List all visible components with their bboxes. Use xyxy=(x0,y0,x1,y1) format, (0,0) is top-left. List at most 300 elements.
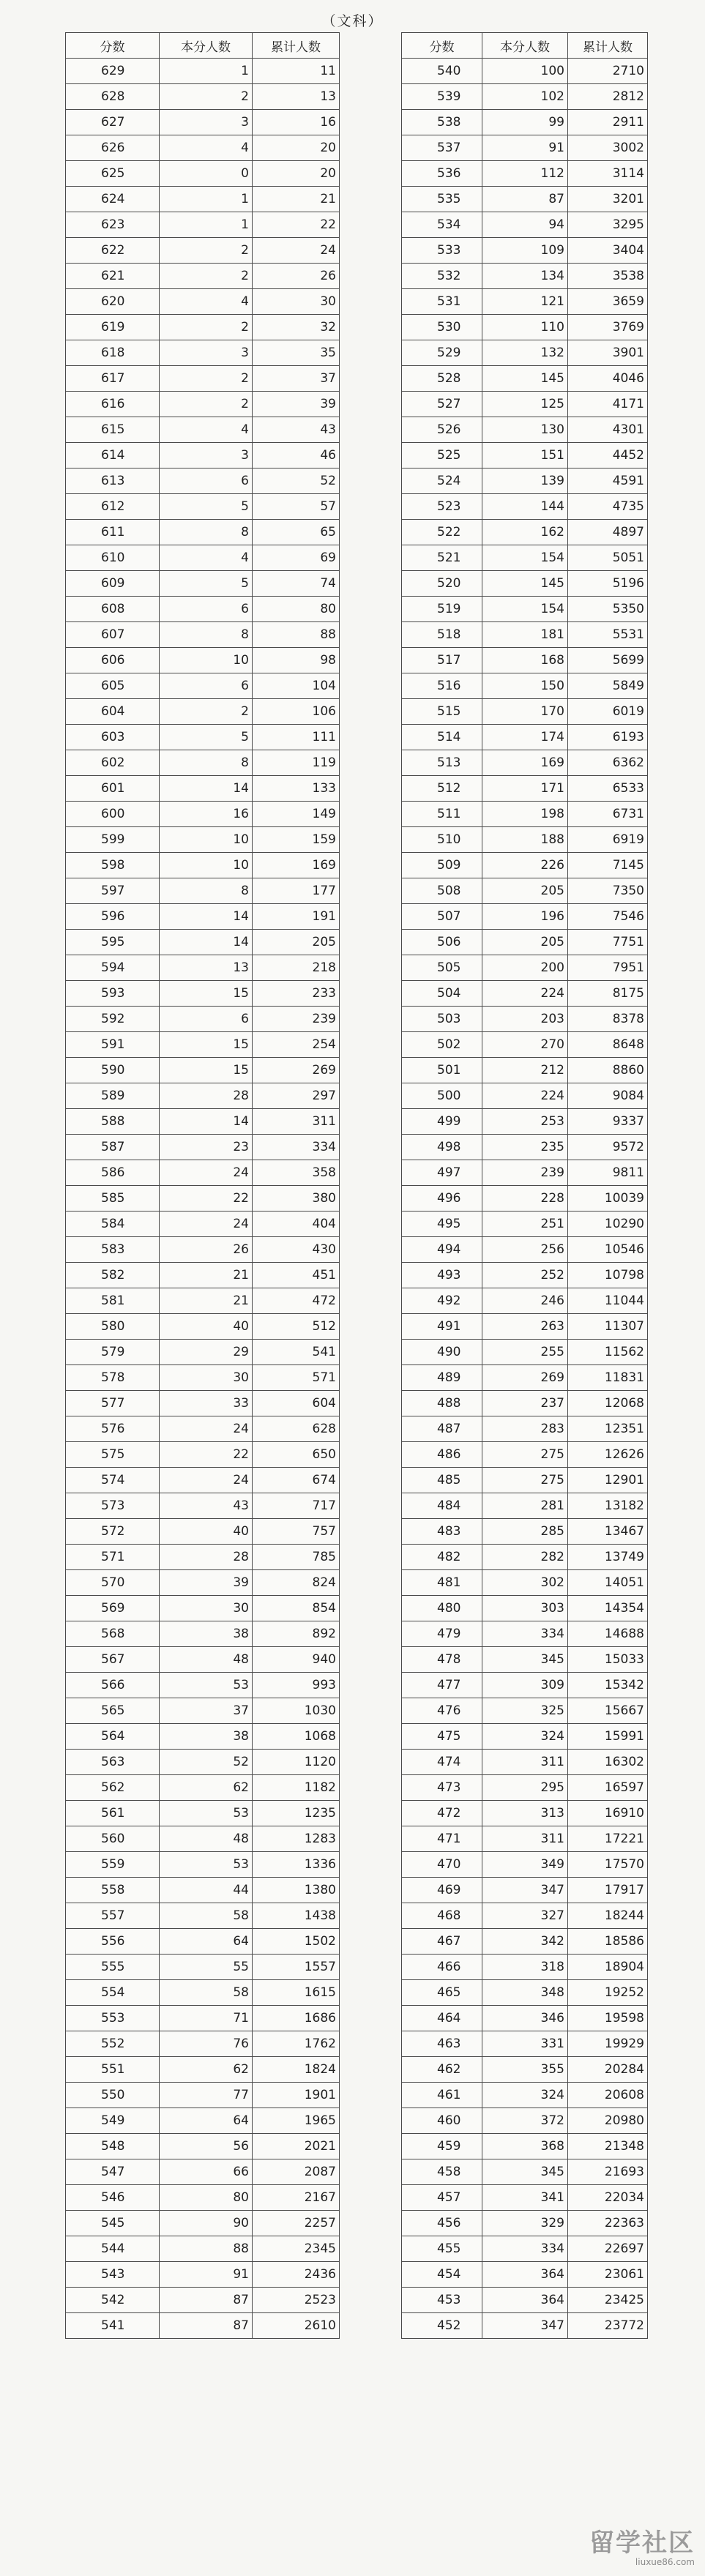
cell-count: 2 xyxy=(160,392,253,417)
cell-cumulative: 23425 xyxy=(568,2288,648,2313)
cell-cumulative: 1235 xyxy=(253,1801,340,1826)
table-row xyxy=(402,981,648,1007)
table-row xyxy=(66,315,340,340)
cell-cumulative: 14354 xyxy=(568,1596,648,1621)
table-row xyxy=(402,1237,648,1263)
cell-count: 171 xyxy=(482,776,568,802)
table-row xyxy=(402,1083,648,1109)
cell-cumulative: 10546 xyxy=(568,1237,648,1263)
cell-cumulative: 15342 xyxy=(568,1673,648,1698)
table-row xyxy=(66,1519,340,1545)
cell-count: 132 xyxy=(482,340,568,366)
table-row xyxy=(402,1545,648,1570)
cell-score: 497 xyxy=(402,1160,482,1186)
table-row xyxy=(402,1698,648,1724)
cell-score: 552 xyxy=(66,2031,160,2057)
cell-cumulative: 21 xyxy=(253,187,340,212)
cell-count: 6 xyxy=(160,673,253,699)
cell-score: 595 xyxy=(66,930,160,955)
cell-score: 618 xyxy=(66,340,160,366)
cell-score: 476 xyxy=(402,1698,482,1724)
table-row xyxy=(402,1032,648,1058)
cell-count: 8 xyxy=(160,878,253,904)
cell-cumulative: 1030 xyxy=(253,1698,340,1724)
cell-score: 576 xyxy=(66,1416,160,1442)
cell-score: 580 xyxy=(66,1314,160,1340)
cell-cumulative: 11831 xyxy=(568,1365,648,1391)
cell-score: 590 xyxy=(66,1058,160,1083)
table-row xyxy=(66,187,340,212)
cell-score: 515 xyxy=(402,699,482,725)
cell-cumulative: 7751 xyxy=(568,930,648,955)
cell-score: 458 xyxy=(402,2159,482,2185)
cell-cumulative: 17570 xyxy=(568,1852,648,1878)
cell-count: 345 xyxy=(482,1647,568,1673)
cell-cumulative: 11307 xyxy=(568,1314,648,1340)
cell-score: 482 xyxy=(402,1545,482,1570)
cell-cumulative: 1686 xyxy=(253,2006,340,2031)
cell-score: 534 xyxy=(402,212,482,238)
cell-score: 527 xyxy=(402,392,482,417)
header-count: 本分人数 xyxy=(482,33,568,59)
cell-score: 532 xyxy=(402,264,482,289)
cell-count: 144 xyxy=(482,494,568,520)
cell-count: 21 xyxy=(160,1263,253,1288)
cell-score: 514 xyxy=(402,725,482,750)
cell-count: 139 xyxy=(482,468,568,494)
cell-score: 462 xyxy=(402,2057,482,2083)
cell-cumulative: 239 xyxy=(253,1007,340,1032)
cell-count: 151 xyxy=(482,443,568,468)
cell-cumulative: 11 xyxy=(253,59,340,84)
cell-cumulative: 119 xyxy=(253,750,340,776)
cell-score: 502 xyxy=(402,1032,482,1058)
table-row xyxy=(66,2236,340,2262)
cell-score: 478 xyxy=(402,1647,482,1673)
cell-count: 58 xyxy=(160,1980,253,2006)
cell-score: 587 xyxy=(66,1135,160,1160)
cell-score: 586 xyxy=(66,1160,160,1186)
table-row xyxy=(402,1621,648,1647)
cell-cumulative: 2436 xyxy=(253,2262,340,2288)
table-row xyxy=(402,366,648,392)
cell-score: 530 xyxy=(402,315,482,340)
cell-score: 600 xyxy=(66,802,160,827)
table-row xyxy=(402,340,648,366)
table-row xyxy=(402,622,648,648)
table-row xyxy=(66,59,340,84)
cell-count: 364 xyxy=(482,2288,568,2313)
table-row xyxy=(66,1468,340,1493)
cell-count: 364 xyxy=(482,2262,568,2288)
cell-count: 6 xyxy=(160,468,253,494)
cell-score: 563 xyxy=(66,1750,160,1775)
cell-cumulative: 22 xyxy=(253,212,340,238)
cell-cumulative: 20980 xyxy=(568,2108,648,2134)
cell-count: 311 xyxy=(482,1826,568,1852)
cell-cumulative: 20608 xyxy=(568,2083,648,2108)
cell-cumulative: 9572 xyxy=(568,1135,648,1160)
cell-count: 28 xyxy=(160,1083,253,1109)
cell-cumulative: 159 xyxy=(253,827,340,853)
cell-count: 168 xyxy=(482,648,568,673)
cell-score: 592 xyxy=(66,1007,160,1032)
cell-score: 493 xyxy=(402,1263,482,1288)
cell-score: 624 xyxy=(66,187,160,212)
cell-count: 38 xyxy=(160,1621,253,1647)
cell-score: 454 xyxy=(402,2262,482,2288)
cell-cumulative: 358 xyxy=(253,1160,340,1186)
cell-count: 188 xyxy=(482,827,568,853)
cell-cumulative: 177 xyxy=(253,878,340,904)
cell-score: 626 xyxy=(66,135,160,161)
cell-count: 24 xyxy=(160,1212,253,1237)
cell-score: 597 xyxy=(66,878,160,904)
cell-score: 548 xyxy=(66,2134,160,2159)
cell-cumulative: 39 xyxy=(253,392,340,417)
cell-count: 2 xyxy=(160,84,253,110)
cell-cumulative: 80 xyxy=(253,597,340,622)
cell-cumulative: 9811 xyxy=(568,1160,648,1186)
table-row xyxy=(402,2108,648,2134)
table-row xyxy=(402,1929,648,1955)
cell-score: 457 xyxy=(402,2185,482,2211)
table-header-row xyxy=(66,33,340,59)
cell-score: 573 xyxy=(66,1493,160,1519)
table-row xyxy=(402,725,648,750)
cell-score: 526 xyxy=(402,417,482,443)
cell-cumulative: 10798 xyxy=(568,1263,648,1288)
cell-score: 481 xyxy=(402,1570,482,1596)
table-row xyxy=(66,520,340,545)
cell-score: 487 xyxy=(402,1416,482,1442)
cell-cumulative: 69 xyxy=(253,545,340,571)
cell-score: 616 xyxy=(66,392,160,417)
table-row xyxy=(402,2006,648,2031)
table-row xyxy=(402,1955,648,1980)
cell-cumulative: 1068 xyxy=(253,1724,340,1750)
cell-score: 460 xyxy=(402,2108,482,2134)
cell-cumulative: 57 xyxy=(253,494,340,520)
table-row xyxy=(402,2057,648,2083)
table-row xyxy=(402,1263,648,1288)
table-row xyxy=(66,981,340,1007)
cell-count: 324 xyxy=(482,1724,568,1750)
cell-score: 528 xyxy=(402,366,482,392)
cell-count: 325 xyxy=(482,1698,568,1724)
cell-count: 252 xyxy=(482,1263,568,1288)
cell-count: 22 xyxy=(160,1186,253,1212)
cell-count: 24 xyxy=(160,1160,253,1186)
cell-cumulative: 14688 xyxy=(568,1621,648,1647)
cell-count: 14 xyxy=(160,930,253,955)
cell-count: 255 xyxy=(482,1340,568,1365)
cell-score: 535 xyxy=(402,187,482,212)
table-row xyxy=(66,212,340,238)
cell-score: 529 xyxy=(402,340,482,366)
cell-cumulative: 8648 xyxy=(568,1032,648,1058)
cell-score: 541 xyxy=(66,2313,160,2339)
cell-score: 604 xyxy=(66,699,160,725)
cell-score: 520 xyxy=(402,571,482,597)
table-row xyxy=(402,443,648,468)
cell-count: 102 xyxy=(482,84,568,110)
table-row xyxy=(66,264,340,289)
table-row xyxy=(66,1007,340,1032)
table-row xyxy=(402,1058,648,1083)
cell-cumulative: 1283 xyxy=(253,1826,340,1852)
table-row xyxy=(402,1647,648,1673)
cell-count: 6 xyxy=(160,1007,253,1032)
cell-cumulative: 26 xyxy=(253,264,340,289)
cell-cumulative: 512 xyxy=(253,1314,340,1340)
cell-cumulative: 111 xyxy=(253,725,340,750)
cell-score: 571 xyxy=(66,1545,160,1570)
table-row xyxy=(402,212,648,238)
cell-count: 0 xyxy=(160,161,253,187)
table-row xyxy=(402,1801,648,1826)
table-row xyxy=(402,1340,648,1365)
table-row xyxy=(402,930,648,955)
cell-count: 134 xyxy=(482,264,568,289)
cell-count: 198 xyxy=(482,802,568,827)
cell-count: 256 xyxy=(482,1237,568,1263)
cell-score: 553 xyxy=(66,2006,160,2031)
cell-cumulative: 9084 xyxy=(568,1083,648,1109)
table-row xyxy=(402,1519,648,1545)
cell-score: 533 xyxy=(402,238,482,264)
cell-score: 508 xyxy=(402,878,482,904)
cell-cumulative: 2257 xyxy=(253,2211,340,2236)
table-row xyxy=(66,1263,340,1288)
cell-count: 3 xyxy=(160,110,253,135)
cell-count: 15 xyxy=(160,981,253,1007)
cell-cumulative: 1965 xyxy=(253,2108,340,2134)
cell-cumulative: 4046 xyxy=(568,366,648,392)
table-row xyxy=(66,1621,340,1647)
cell-score: 522 xyxy=(402,520,482,545)
table-row xyxy=(66,545,340,571)
cell-cumulative: 13467 xyxy=(568,1519,648,1545)
cell-cumulative: 3295 xyxy=(568,212,648,238)
cell-cumulative: 2167 xyxy=(253,2185,340,2211)
table-row xyxy=(402,1673,648,1698)
table-row xyxy=(66,1135,340,1160)
cell-score: 549 xyxy=(66,2108,160,2134)
cell-score: 564 xyxy=(66,1724,160,1750)
cell-count: 318 xyxy=(482,1955,568,1980)
table-row xyxy=(66,878,340,904)
cell-cumulative: 3659 xyxy=(568,289,648,315)
table-row xyxy=(402,1160,648,1186)
cell-cumulative: 14051 xyxy=(568,1570,648,1596)
cell-cumulative: 106 xyxy=(253,699,340,725)
cell-count: 71 xyxy=(160,2006,253,2031)
cell-cumulative: 472 xyxy=(253,1288,340,1314)
cell-score: 569 xyxy=(66,1596,160,1621)
header-cumulative: 累计人数 xyxy=(253,33,340,59)
table-row xyxy=(66,366,340,392)
table-row xyxy=(66,1724,340,1750)
cell-score: 565 xyxy=(66,1698,160,1724)
header-score: 分数 xyxy=(402,33,482,59)
table-row xyxy=(66,2211,340,2236)
table-row xyxy=(66,110,340,135)
cell-count: 169 xyxy=(482,750,568,776)
cell-count: 3 xyxy=(160,340,253,366)
cell-count: 130 xyxy=(482,417,568,443)
cell-count: 303 xyxy=(482,1596,568,1621)
cell-cumulative: 17917 xyxy=(568,1878,648,1903)
cell-count: 283 xyxy=(482,1416,568,1442)
cell-score: 566 xyxy=(66,1673,160,1698)
table-row xyxy=(66,853,340,878)
table-row xyxy=(402,1288,648,1314)
cell-score: 599 xyxy=(66,827,160,853)
table-row xyxy=(66,289,340,315)
cell-cumulative: 98 xyxy=(253,648,340,673)
cell-score: 536 xyxy=(402,161,482,187)
table-row xyxy=(402,1903,648,1929)
cell-score: 607 xyxy=(66,622,160,648)
table-row xyxy=(402,955,648,981)
cell-cumulative: 19252 xyxy=(568,1980,648,2006)
table-row xyxy=(66,1980,340,2006)
cell-count: 263 xyxy=(482,1314,568,1340)
table-row xyxy=(66,648,340,673)
table-row xyxy=(66,84,340,110)
cell-cumulative: 5531 xyxy=(568,622,648,648)
cell-score: 612 xyxy=(66,494,160,520)
cell-count: 150 xyxy=(482,673,568,699)
cell-count: 21 xyxy=(160,1288,253,1314)
cell-count: 269 xyxy=(482,1365,568,1391)
cell-count: 2 xyxy=(160,315,253,340)
cell-cumulative: 254 xyxy=(253,1032,340,1058)
cell-count: 2 xyxy=(160,366,253,392)
cell-count: 348 xyxy=(482,1980,568,2006)
cell-score: 579 xyxy=(66,1340,160,1365)
cell-cumulative: 11562 xyxy=(568,1340,648,1365)
cell-cumulative: 7350 xyxy=(568,878,648,904)
table-row xyxy=(66,1596,340,1621)
cell-count: 5 xyxy=(160,571,253,597)
table-row xyxy=(402,750,648,776)
cell-cumulative: 1824 xyxy=(253,2057,340,2083)
table-row xyxy=(402,520,648,545)
cell-count: 281 xyxy=(482,1493,568,1519)
cell-score: 473 xyxy=(402,1775,482,1801)
cell-cumulative: 4735 xyxy=(568,494,648,520)
cell-cumulative: 757 xyxy=(253,1519,340,1545)
cell-score: 547 xyxy=(66,2159,160,2185)
cell-score: 619 xyxy=(66,315,160,340)
cell-cumulative: 20284 xyxy=(568,2057,648,2083)
cell-cumulative: 65 xyxy=(253,520,340,545)
cell-count: 235 xyxy=(482,1135,568,1160)
table-row xyxy=(66,2134,340,2159)
cell-score: 467 xyxy=(402,1929,482,1955)
table-header-row xyxy=(402,33,648,59)
cell-score: 489 xyxy=(402,1365,482,1391)
cell-cumulative: 380 xyxy=(253,1186,340,1212)
cell-cumulative: 15667 xyxy=(568,1698,648,1724)
table-row xyxy=(66,1647,340,1673)
cell-count: 39 xyxy=(160,1570,253,1596)
cell-count: 205 xyxy=(482,930,568,955)
cell-count: 14 xyxy=(160,904,253,930)
cell-count: 346 xyxy=(482,2006,568,2031)
cell-score: 623 xyxy=(66,212,160,238)
cell-cumulative: 311 xyxy=(253,1109,340,1135)
cell-cumulative: 1120 xyxy=(253,1750,340,1775)
cell-count: 16 xyxy=(160,802,253,827)
cell-cumulative: 628 xyxy=(253,1416,340,1442)
table-row xyxy=(66,2031,340,2057)
cell-cumulative: 149 xyxy=(253,802,340,827)
cell-cumulative: 2911 xyxy=(568,110,648,135)
table-row xyxy=(66,2083,340,2108)
cell-cumulative: 674 xyxy=(253,1468,340,1493)
cell-cumulative: 3769 xyxy=(568,315,648,340)
cell-cumulative: 74 xyxy=(253,571,340,597)
cell-count: 30 xyxy=(160,1365,253,1391)
header-cumulative: 累计人数 xyxy=(568,33,648,59)
cell-score: 464 xyxy=(402,2006,482,2031)
cell-score: 472 xyxy=(402,1801,482,1826)
cell-count: 309 xyxy=(482,1673,568,1698)
cell-score: 584 xyxy=(66,1212,160,1237)
table-row xyxy=(402,1724,648,1750)
cell-count: 345 xyxy=(482,2159,568,2185)
cell-count: 311 xyxy=(482,1750,568,1775)
cell-score: 465 xyxy=(402,1980,482,2006)
score-table-right xyxy=(401,32,648,2339)
cell-cumulative: 3201 xyxy=(568,187,648,212)
cell-score: 523 xyxy=(402,494,482,520)
table-row xyxy=(66,776,340,802)
cell-score: 463 xyxy=(402,2031,482,2057)
cell-score: 581 xyxy=(66,1288,160,1314)
table-row xyxy=(66,750,340,776)
cell-score: 611 xyxy=(66,520,160,545)
table-row xyxy=(66,1083,340,1109)
cell-count: 110 xyxy=(482,315,568,340)
cell-cumulative: 22363 xyxy=(568,2211,648,2236)
table-row xyxy=(66,930,340,955)
table-row xyxy=(66,1212,340,1237)
table-row xyxy=(66,1186,340,1212)
table-row xyxy=(66,1032,340,1058)
cell-score: 596 xyxy=(66,904,160,930)
cell-score: 608 xyxy=(66,597,160,622)
cell-count: 15 xyxy=(160,1058,253,1083)
cell-count: 23 xyxy=(160,1135,253,1160)
cell-count: 4 xyxy=(160,135,253,161)
table-row xyxy=(402,135,648,161)
table-row xyxy=(66,135,340,161)
table-row xyxy=(402,1212,648,1237)
cell-cumulative: 16597 xyxy=(568,1775,648,1801)
cell-score: 466 xyxy=(402,1955,482,1980)
cell-count: 55 xyxy=(160,1955,253,1980)
cell-count: 40 xyxy=(160,1314,253,1340)
cell-score: 539 xyxy=(402,84,482,110)
cell-score: 459 xyxy=(402,2134,482,2159)
cell-count: 200 xyxy=(482,955,568,981)
cell-count: 372 xyxy=(482,2108,568,2134)
cell-score: 629 xyxy=(66,59,160,84)
